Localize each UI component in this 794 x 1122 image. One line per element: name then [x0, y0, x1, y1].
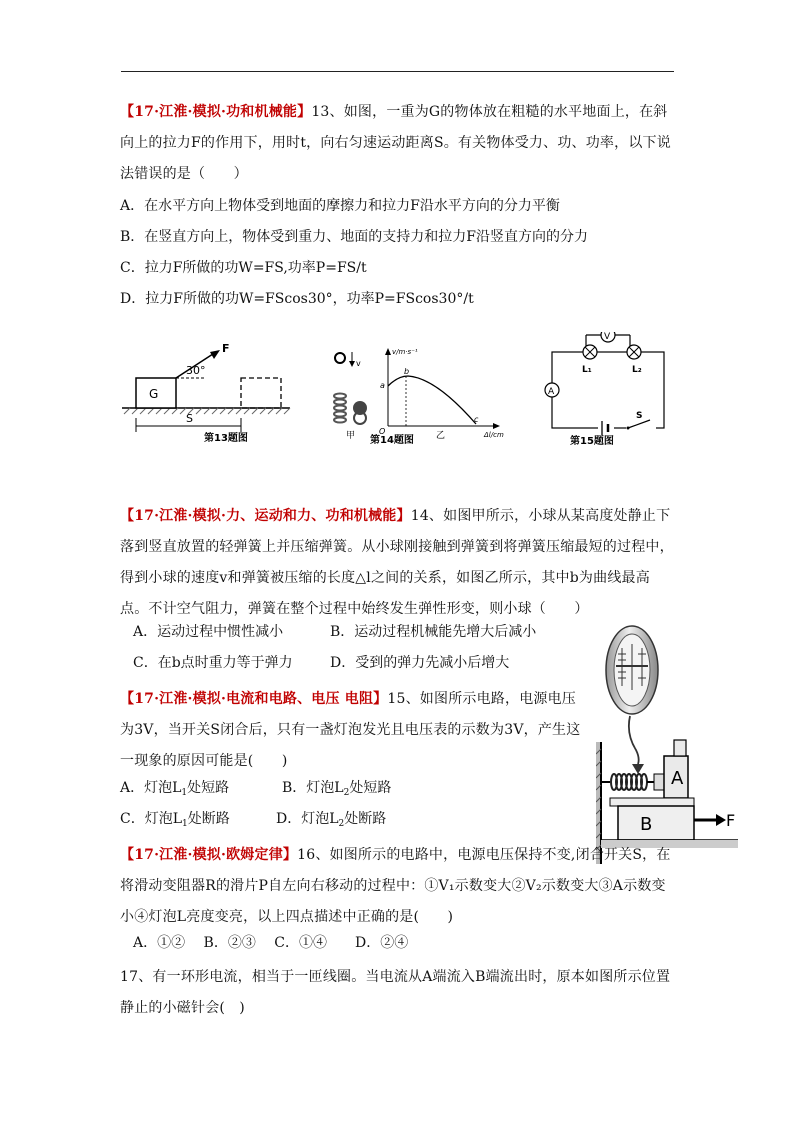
figure-15 [538, 332, 678, 448]
distance-label: S [186, 412, 193, 425]
block-b [618, 806, 694, 840]
spring-coil [611, 774, 647, 790]
q13-option-d: D．拉力F所做的功W=FScos30°，功率P=FScos30°/t [120, 291, 474, 307]
voltmeter-label: V [604, 332, 611, 342]
x-axis-label: Δl/cm [484, 431, 504, 439]
question-15-tag: 【17·江淮·模拟·电流和电路、电压 电阻】 [120, 691, 388, 707]
q15-option-a: A．灯泡$L_1$处短路 [120, 780, 230, 798]
point-b: b [404, 367, 410, 376]
q14-option-a: A．运动过程中惯性减小 [133, 624, 284, 640]
q13-option-a: A．在水平方向上物体受到地面的摩擦力和拉力F沿水平方向的分力平衡 [120, 198, 560, 214]
q14-option-c: C．在b点时重力等于弹力 [133, 655, 293, 671]
point-c: c [474, 415, 479, 424]
spring [334, 394, 346, 423]
force-f-label: F [726, 811, 736, 830]
question-15 [120, 684, 590, 777]
q15-option-c: C．灯泡$L_1$处断路 [120, 811, 230, 829]
ball [335, 353, 345, 363]
force-label: F [222, 342, 230, 355]
q15-option-d: D．灯泡$L_2$处断路 [276, 811, 387, 829]
figure-spring-blocks [596, 624, 738, 864]
question-16-tag: 【17·江淮·模拟·欧姆定律】 [120, 847, 298, 863]
question-13 [120, 97, 676, 190]
question-17 [120, 962, 676, 1024]
figure-13-caption: 第13题图 [204, 433, 248, 444]
header-rule [121, 71, 674, 72]
q14-option-b: B．运动过程机械能先增大后减小 [330, 624, 537, 640]
q16-options: A．①② B．②③ C．①④ D．②④ [133, 935, 409, 951]
question-16-stem: 16、如图所示的电路中，电源电压保持不变,闭合开关S，在将滑动变阻器R的滑片P自左向右移动的过程中：①V₁示数变大②V₂示数变大③A示数变小④灯泡L亮度变亮，以上四点描述中正确的是( ) [120, 847, 671, 925]
question-15-stem: 15、如图所示电路，电源电压为3V，当开关S闭合后，只有一盏灯泡发光且电压表的示数为3V，产生这一现象的原因可能是( ) [120, 691, 581, 769]
ammeter-label: A [548, 387, 555, 397]
y-axis-label: v/m·s⁻¹ [392, 348, 418, 356]
figure-15-caption: 第15题图 [570, 436, 614, 447]
origin-label: O [379, 427, 386, 436]
q13-option-b: B．在竖直方向上，物体受到重力、地面的支持力和拉力F沿竖直方向的分力 [120, 229, 588, 245]
question-14-tag: 【17·江淮·模拟·力、运动和力、功和机械能】 [120, 508, 411, 524]
label-yi: 乙 [436, 431, 446, 441]
q15-option-b: B．灯泡$L_2$处短路 [282, 780, 392, 798]
q13-option-c: C．拉力F所做的功W=FS,功率P=FS/t [120, 260, 367, 276]
question-14 [120, 501, 676, 625]
block-g-label: G [149, 387, 159, 401]
question-17-stem: 17、有一环形电流，相当于一匝线圈。当电流从A端流入B端流出时，原本如图所示位置静止的小磁针会( ) [120, 969, 671, 1016]
angle-label: 30° [186, 364, 206, 377]
point-a: a [380, 381, 385, 390]
figure-14-caption: 第14题图 [370, 435, 414, 446]
block-b-label: B [640, 814, 653, 835]
block-a-label: A [671, 768, 684, 789]
question-13-stem: 13、如图，一重为G的物体放在粗糙的水平地面上，在斜向上的拉力F的作用下，用时t，向右匀速运动距离S。有关物体受力、功、功率，以下说法错误的是（ ） [120, 104, 671, 182]
question-14-stem: 14、如图甲所示，小球从某高度处静止下落到竖直放置的轻弹簧上并压缩弹簧。从小球刚接触到弹簧到将弹簧压缩最短的过程中，得到小球的速度v和弹簧被压缩的长度△l之间的关系，如图乙所示，其中b为曲线最高点。不计空气阻力，弹簧在整个过程中始终发生弹性形变，则小球（ ） [120, 508, 674, 617]
velocity-curve [388, 376, 476, 424]
q14-option-d: D．受到的弹力先减小后增大 [330, 655, 510, 671]
figure-13 [118, 340, 298, 450]
label-jia: 甲 [346, 431, 356, 441]
question-13-tag: 【17·江淮·模拟·功和机械能】 [120, 104, 312, 120]
lamp-2-label: L₂ [632, 365, 642, 375]
block-dashed [241, 378, 281, 408]
lamp-1-label: L₁ [582, 365, 592, 375]
velocity-label: v [356, 359, 361, 368]
question-16 [120, 840, 676, 933]
switch-label: S [636, 411, 643, 421]
figure-14 [326, 346, 516, 450]
